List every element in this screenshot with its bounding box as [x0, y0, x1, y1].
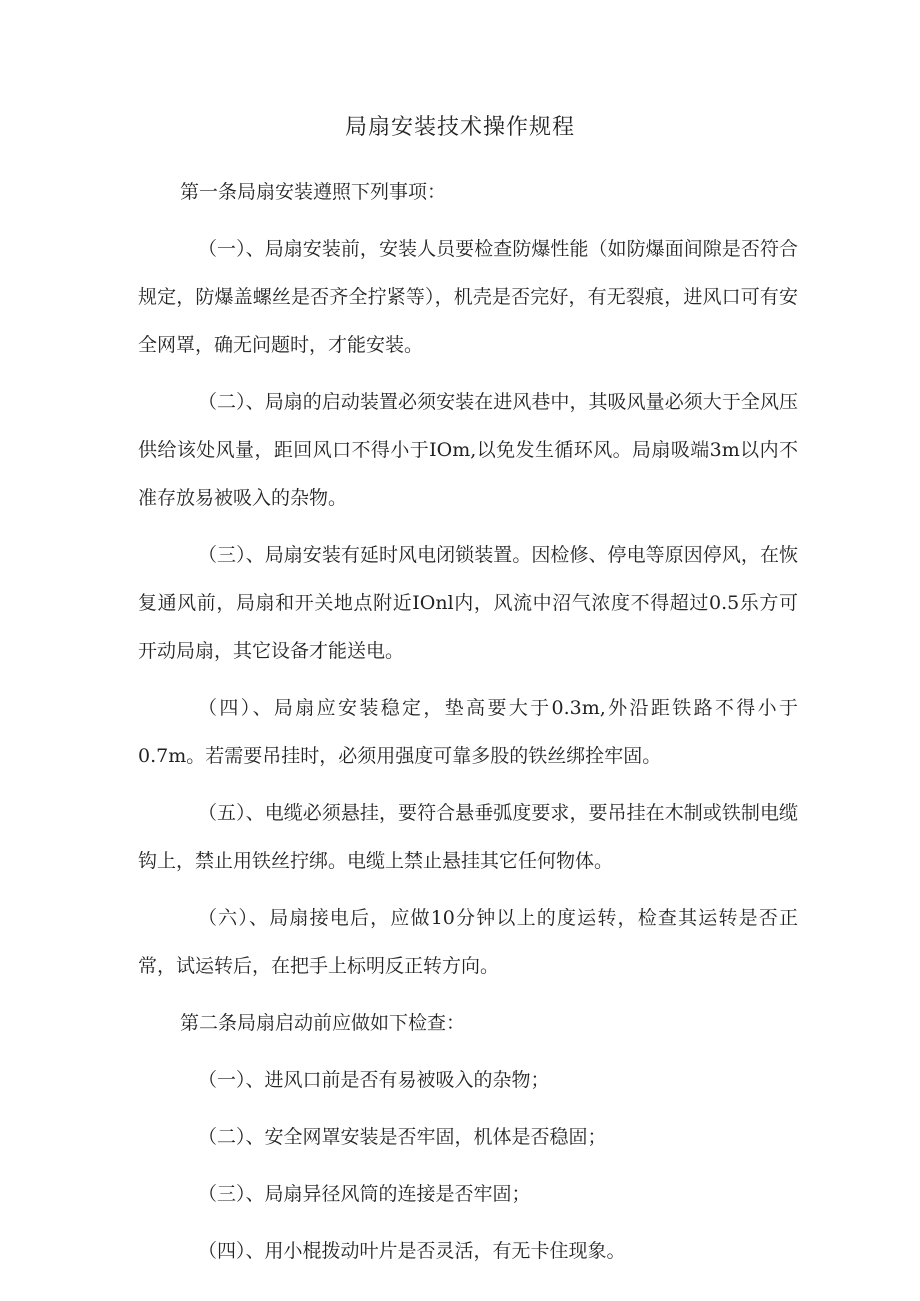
clause-1-item-2: （二）、局扇的启动装置必须安装在进风巷中，其吸风量必须大于全风压供给该处风量，距回风口不得小于IOm,以免发生循环风。局扇吸端3m以内不准存放易被吸入的杂物。 [138, 391, 798, 509]
clause-2-heading: 第二条局扇启动前应做如下检查： [180, 1012, 466, 1034]
clause-1-item-6: （六）、局扇接电后，应做10分钟以上的度运转，检查其运转是否正常，试运转后，在把手上标明反正转方向。 [138, 907, 798, 977]
clause-2-item-4: （四）、用小棍拨动叶片是否灵活，有无卡住现象。 [198, 1240, 626, 1262]
document-body [138, 168, 798, 1275]
document-title: 局扇安装技术操作规程 [344, 115, 575, 140]
clause-1-item-4: （四）、局扇应安装稳定，垫高要大于0.3m,外沿距铁路不得小于0.7m。若需要吊挂时，必须用强度可靠多股的铁丝绑拴牢固。 [138, 697, 798, 767]
clause-1-item-5: （五）、电缆必须悬挂，要符合悬垂弧度要求，要吊挂在木制或铁制电缆钩上，禁止用铁丝拧绑。电缆上禁止悬挂其它任何物体。 [138, 802, 798, 872]
clause-2-item-2: （二）、安全网罩安装是否牢固，机体是否稳固； [198, 1126, 607, 1148]
clause-2-item-3: （三）、局扇异径风筒的连接是否牢固； [198, 1183, 531, 1205]
clause-1-heading: 第一条局扇安装遵照下列事项： [180, 181, 447, 203]
clause-1-item-1: （一）、局扇安装前，安装人员要检查防爆性能（如防爆面间隙是否符合规定，防爆盖螺丝是否齐全拧紧等），机壳是否完好，有无裂痕，进风口可有安全网罩，确无问题时，才能安装。 [138, 238, 798, 356]
clause-1-item-3: （三）、局扇安装有延时风电闭锁装置。因检修、停电等原因停风，在恢复通风前，局扇和开关地点附近IOnl内，风流中沼气浓度不得超过0.5乐方可开动局扇，其它设备才能送电。 [138, 544, 798, 662]
clause-2-item-1: （一）、进风口前是否有易被吸入的杂物； [198, 1069, 550, 1091]
